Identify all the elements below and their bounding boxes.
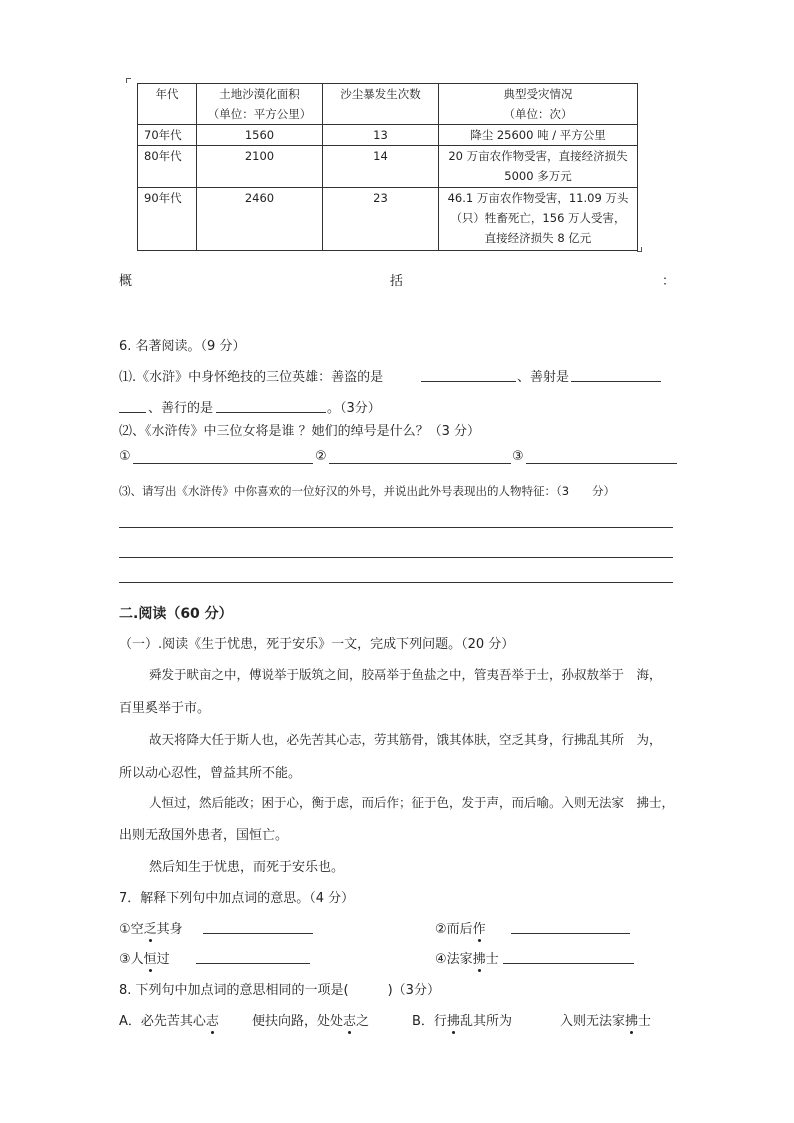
section-2-subtitle: （一）.阅读《生于忧患，死于安乐》一文，完成下列问题。（20 分） (119, 637, 515, 652)
question-6-part-1-end: 、善行的是 (148, 401, 214, 416)
question-6-title: 6. 名著阅读。（9 分） (119, 339, 246, 354)
table-cell-era: 70年代 (138, 125, 197, 146)
table-cell-count: 13 (323, 125, 439, 146)
answer-blank[interactable] (196, 963, 310, 964)
answer-marker-2: ② (315, 449, 327, 464)
passage-paragraph-2-cont: 所以动心忍性，曾益其所不能。 (119, 766, 302, 781)
answer-marker-1: ① (119, 449, 131, 464)
table-header-cell: 土地沙漠化面积 （单位：平方公里） (197, 84, 323, 125)
question-8-title: 8. 下列句中加点词的意思相同的一项是( )（3分） (119, 983, 440, 998)
table-header-cell: 年代 (138, 84, 197, 125)
answer-blank[interactable] (203, 933, 313, 934)
answer-line[interactable] (119, 557, 673, 558)
passage-paragraph-4: 然后知生于忧患，而死于安乐也。 (149, 860, 345, 875)
passage-paragraph-3: 人恒过，然后能改；困于心，衡于虑，而后作；征于色，发于声，而后喻。入则无法家 拂士， (149, 795, 675, 810)
question-8-option-b: B．行拂乱其所为 (412, 1014, 512, 1029)
sandstorm-data-table (137, 83, 638, 251)
table-cell-case: 降尘 25600 吨 / 平方公里 (439, 125, 638, 146)
answer-blank[interactable] (511, 933, 630, 934)
question-6-part-1: ⑴.《水浒》中身怀绝技的三位英雄：善盗的是 (119, 370, 384, 385)
answer-line[interactable] (119, 527, 673, 528)
answer-marker-3: ③ (512, 449, 524, 464)
question-6-part-1-score: 。（3分） (327, 401, 381, 416)
table-header-cell: 典型受灾情况 （单位：次） (439, 84, 638, 125)
table-cell-case: 20 万亩农作物受害，直接经济损失 5000 多万元 (439, 146, 638, 188)
table-cell-case: 46.1 万亩农作物受害，11.09 万头 （只）牲畜死亡，156 万人受害， 直接经济损失 8 亿元 (439, 188, 638, 251)
answer-blank[interactable] (133, 463, 313, 464)
question-6-part-3: ⑶、请写出《水浒传》中你喜欢的一位好汉的外号，并说出此外号表现出的人物特征：（3 分） (119, 484, 616, 498)
question-6-part-2: ⑵、《水浒传》中三位女将是谁 ？她们的绰号是什么？（3 分） (119, 424, 481, 439)
table-header-cell: 沙尘暴发生次数 (323, 84, 439, 125)
table-header-row (138, 84, 638, 125)
question-8-option-a-2: 便扶向路，处处志之 (252, 1014, 370, 1029)
answer-blank[interactable] (503, 963, 634, 964)
answer-blank[interactable] (329, 463, 511, 464)
table-row (138, 188, 638, 251)
answer-blank[interactable] (571, 381, 661, 382)
question-7-title: 7．解释下列句中加点词的意思。（4 分） (119, 891, 355, 906)
table-cell-area: 1560 (197, 125, 323, 146)
passage-paragraph-1-cont: 百里奚举于市。 (119, 701, 211, 716)
summary-label-3: ： (662, 274, 676, 289)
answer-blank[interactable] (216, 412, 326, 413)
table-cell-era: 80年代 (138, 146, 197, 188)
question-8-option-b-2: 入则无法家拂士 (560, 1014, 652, 1029)
table-anchor-mark (126, 78, 131, 83)
passage-paragraph-2: 故天将降大任于斯人也，必先苦其心志，劳其筋骨，饿其体肤，空乏其身，行拂乱其所 为， (149, 732, 662, 747)
passage-paragraph-1: 舜发于畎亩之中，傅说举于版筑之间，胶鬲举于鱼盐之中，管夷吾举于士，孙叔敖举于 海， (149, 667, 662, 682)
answer-blank[interactable] (526, 463, 677, 464)
table-row (138, 125, 638, 146)
question-6-part-1-mid: 、善射是 (517, 370, 570, 385)
question-7-item-2: ②而后作 (435, 922, 486, 937)
summary-label-1: 概 (119, 274, 133, 289)
question-7-item-3: ③人恒过 (119, 952, 170, 967)
answer-blank[interactable] (421, 381, 516, 382)
question-7-item-4: ④法家拂士 (435, 952, 499, 967)
table-row (138, 146, 638, 188)
table-anchor-mark (637, 247, 642, 252)
answer-blank[interactable] (119, 412, 146, 413)
table-cell-count: 14 (323, 146, 439, 188)
answer-line[interactable] (119, 582, 673, 583)
question-8-option-a: A．必先苦其心志 (119, 1014, 219, 1029)
section-2-title: 二.阅读（60 分） (119, 606, 233, 622)
question-7-item-1: ①空乏其身 (119, 922, 183, 937)
table-cell-era: 90年代 (138, 188, 197, 251)
table-cell-count: 23 (323, 188, 439, 251)
table-cell-area: 2460 (197, 188, 323, 251)
table-cell-area: 2100 (197, 146, 323, 188)
summary-label-2: 括 (390, 274, 404, 289)
passage-paragraph-3-cont: 出则无敌国外患者，国恒亡。 (119, 828, 289, 843)
